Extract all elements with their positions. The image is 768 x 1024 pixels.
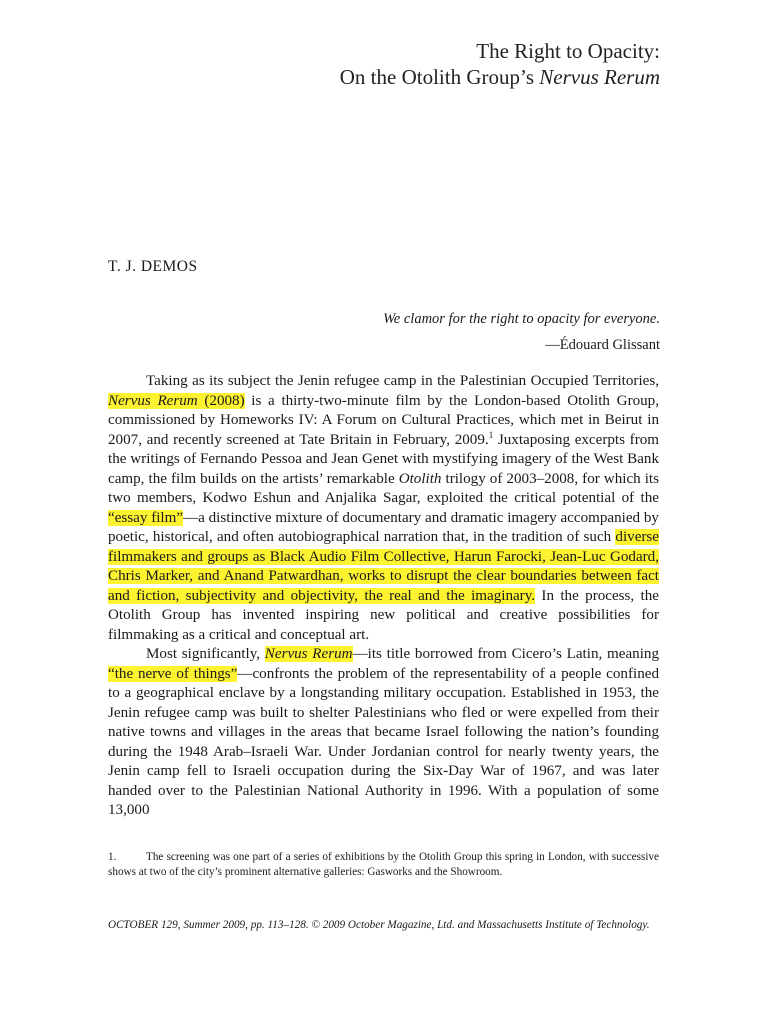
title-line-2-prefix: On the Otolith Group’s: [339, 65, 540, 89]
text-span: (2008): [197, 392, 245, 409]
film-title-italic: Nervus Rerum: [108, 392, 198, 409]
footnote-text: The screening was one part of a series of exhibitions by the Otolith Group this spring in London, with successive shows at two of the city’s prominent alternative galleries: Gasworks and the Showroom.: [108, 851, 659, 878]
article-title: [340, 38, 660, 90]
title-line-1: The Right to Opacity:: [476, 39, 660, 63]
otolith-italic: Otolith: [398, 470, 442, 487]
body-paragraph-2: [108, 645, 659, 821]
text-span: Taking as its subject the Jenin refugee camp in the Palestinian Occupied Territories,: [146, 373, 659, 389]
footnote-1: [108, 850, 659, 880]
highlight-filmmakers-passage: diverse filmmakers and groups as Black Audio Film Collective, Harun Farocki, Jean-Luc Godard, Chris Marker, and Anand Patwardhan, works to disrupt the clear boundaries between fact and fiction, subjectivity and objectivity, the real and the imaginary.: [108, 529, 659, 604]
text-span: In the process, the Otolith Group has invented inspiring new political and creative possibilities for filmmaking as a critical and conceptual art.: [108, 587, 659, 643]
author-name: T. J. DEMOS: [108, 258, 198, 275]
title-line-2: [340, 64, 660, 90]
text-span: Most significantly,: [146, 646, 265, 662]
film-title-italic: Nervus Rerum: [264, 646, 353, 662]
footnote-reference[interactable]: 1: [488, 429, 494, 440]
epigraph-attribution: —Édouard Glissant: [545, 337, 660, 353]
body-paragraph-1: [108, 372, 659, 645]
title-film-name: Nervus Rerum: [539, 65, 660, 89]
text-span: —confronts the problem of the representability of a people confined to a geographical enclave by a longstanding military occupation. Established in 1953, the Jenin refugee camp was built to shelter Palestinians who fled or were expelled from their native towns and villages in the areas that became Israel following the nation’s founding during the 1948 Arab–Israeli War. Under Jordanian control for nearly twenty years, the Jenin camp fell to Israeli occupation during the Six-Day War of 1967, and was later handed over to the Palestinian National Authority in 1996. With a population of some 13,000: [108, 665, 659, 818]
text-span: Juxtaposing excerpts from the writings of Fernando Pessoa and Jean Genet with mystifying imagery of the West Bank camp, the film builds on the artists’ remarkable: [108, 431, 660, 487]
text-span: —its title borrowed from Cicero’s Latin, meaning: [352, 646, 659, 662]
highlight-nervus-rerum: [265, 646, 353, 662]
epigraph: [383, 306, 660, 358]
highlight-nerve-of-things: “the nerve of things”: [108, 665, 238, 682]
citation-footer: OCTOBER 129, Summer 2009, pp. 113–128. © 2009 October Magazine, Ltd. and Massachusetts Institute of Technology.: [108, 919, 650, 931]
article-body: [108, 372, 659, 821]
text-span: is a thirty-two-minute film by the London-based Otolith Group, commissioned by Homeworks IV: A Forum on Cultural Practices, which met in Beirut in 2007, and recently screened at Tate Britain in February, 2009.: [108, 392, 660, 448]
footnote-number: 1.: [108, 851, 117, 863]
text-span: trilogy of 2003–2008, for which its two members, Kodwo Eshun and Anjalika Sagar, exploited the critical potential of the: [108, 470, 660, 506]
epigraph-quote: We clamor for the right to opacity for everyone.: [383, 311, 660, 327]
highlight-essay-film: “essay film”: [108, 509, 184, 526]
highlight-nervus-rerum-2008: [108, 393, 245, 409]
text-span: —a distinctive mixture of documentary and dramatic imagery accompanied by poetic, historical, and often autobiographical narration that, in the tradition of such: [108, 509, 659, 545]
